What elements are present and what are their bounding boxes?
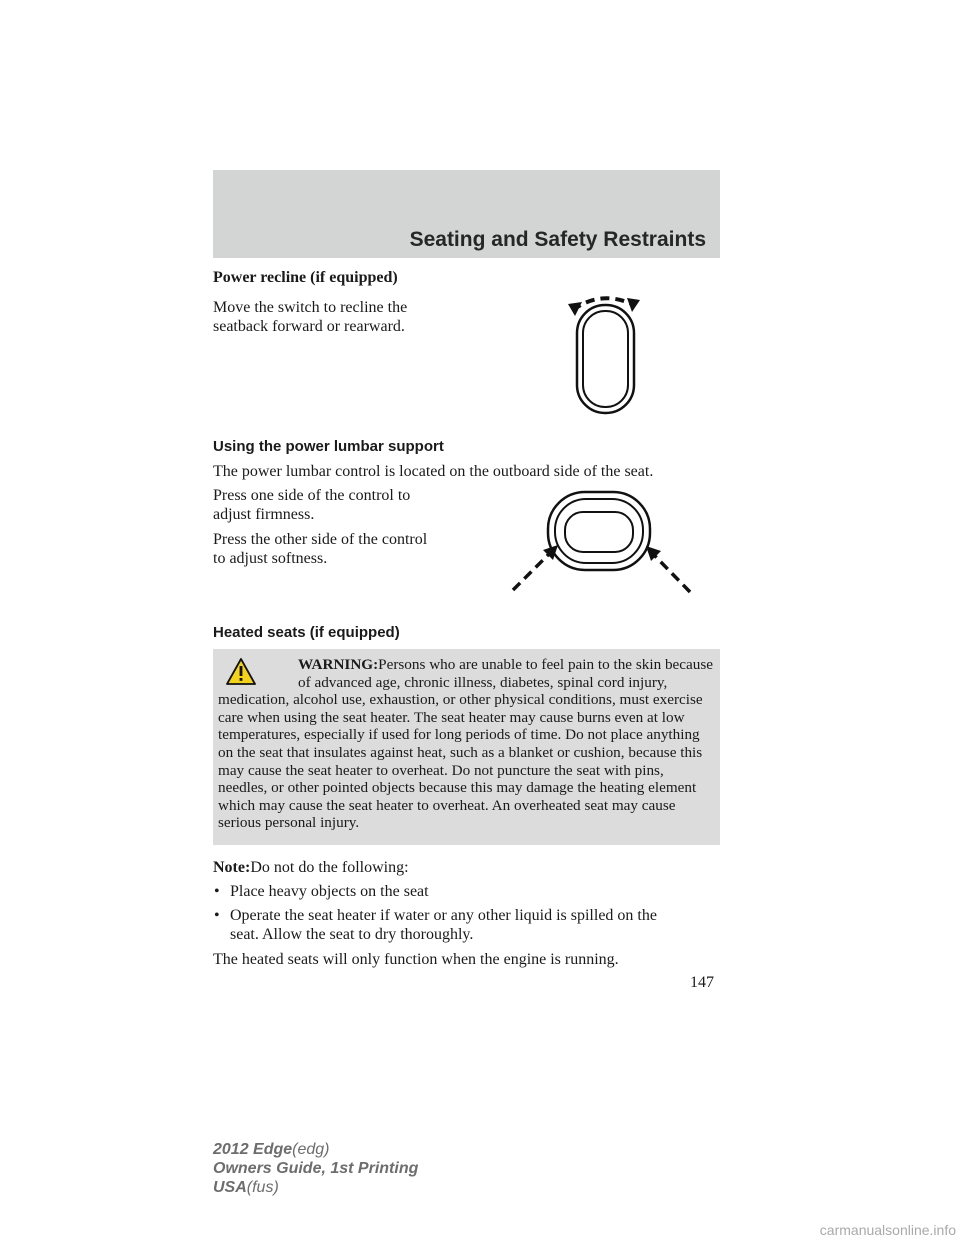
lumbar-press2-line1: Press the other side of the control (213, 531, 428, 548)
lumbar-heading: Using the power lumbar support (213, 438, 444, 455)
warning-label: WARNING: (298, 656, 379, 673)
power-recline-heading: Power recline (if equipped) (213, 269, 398, 286)
footer-model-code: (edg) (292, 1141, 330, 1158)
bullet-marker: • (214, 907, 220, 924)
section-title: Seating and Safety Restraints (409, 228, 706, 251)
footer-market-code: (fus) (246, 1179, 279, 1196)
section-header (213, 170, 720, 258)
power-recline-text-line1: Move the switch to recline the (213, 299, 408, 316)
lumbar-control-icon (505, 488, 695, 598)
footer-model: 2012 Edge (213, 1141, 293, 1158)
lumbar-press2-line2: to adjust softness. (213, 550, 328, 567)
note-line (213, 858, 409, 877)
footer-guide: Owners Guide, 1st Printing (213, 1160, 419, 1177)
bullet-text-continuation: seat. Allow the seat to dry thoroughly. (230, 926, 474, 943)
bullet-text: Place heavy objects on the seat (230, 883, 429, 900)
recline-switch-icon (560, 290, 660, 420)
warning-text-block (218, 656, 714, 832)
lumbar-press1-line2: adjust firmness. (213, 506, 315, 523)
bullet-marker: • (214, 883, 220, 900)
lumbar-press1-line1: Press one side of the control to (213, 487, 411, 504)
heated-final-text: The heated seats will only function when the engine is running. (213, 951, 619, 968)
note-text: Do not do the following: (250, 859, 409, 876)
power-recline-text-line2: seatback forward or rearward. (213, 318, 405, 335)
warning-box (213, 649, 720, 845)
page-number: 147 (690, 974, 714, 991)
lumbar-intro: The power lumbar control is located on the outboard side of the seat. (213, 463, 654, 480)
note-label: Note: (213, 859, 251, 876)
watermark-link[interactable]: carmanualsonline.info (819, 1222, 956, 1238)
document-footer (213, 1140, 418, 1197)
warning-body: Persons who are unable to feel pain to the skin because of advanced age, chronic illness, diabetes, spinal cord injury, medication, alcohol use, exhaustion, or other physical conditions, must exercise care when using the seat heater. The seat heater may cause burns even at low temperatures, especially if used for long periods of time. Do not place anything on the seat that insulates against heat, such as a blanket or cushion, because this may cause the seat heater to overheat. Do not puncture the seat with pins, needles, or other pointed objects because this may damage the heating element which may cause the seat heater to overheat. An overheated seat may cause serious personal injury. (218, 656, 714, 832)
footer-market: USA (213, 1179, 247, 1196)
heated-seats-heading: Heated seats (if equipped) (213, 624, 400, 641)
bullet-text: Operate the seat heater if water or any other liquid is spilled on the (230, 907, 657, 924)
